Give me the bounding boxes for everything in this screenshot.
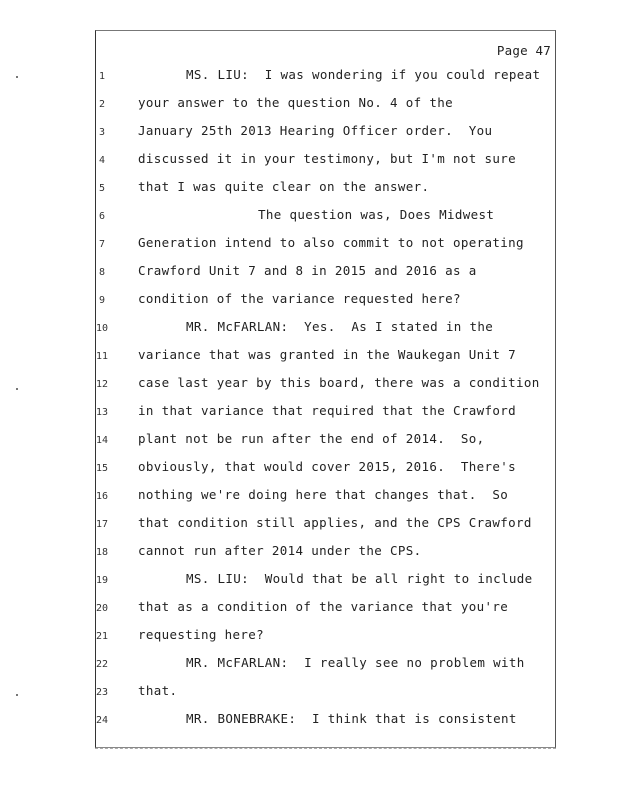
line-text: your answer to the question No. 4 of the [138,95,454,110]
bottom-rule [95,748,556,749]
line-number: 14 [95,435,109,446]
line-text: MR. BONEBRAKE: I think that is consistent [186,711,517,726]
line-number: 22 [95,659,109,670]
transcript-line [96,263,557,283]
line-number: 11 [95,351,109,362]
transcript-line [96,291,557,311]
transcript-line [96,151,557,171]
transcript-line [96,487,557,507]
line-number: 20 [95,603,109,614]
line-number: 3 [98,127,106,138]
line-number: 7 [98,239,106,250]
line-text: MR. McFARLAN: Yes. As I stated in the [186,319,494,334]
line-text: plant not be run after the end of 2014. So, [138,431,485,446]
line-text: case last year by this board, there was a condition [138,375,540,390]
transcript-line [96,683,557,703]
transcript-line [96,571,557,591]
transcript-line [96,123,557,143]
transcript-line [96,655,557,675]
transcript-line [96,95,557,115]
transcript-line [96,67,557,87]
line-text: January 25th 2013 Hearing Officer order. You [138,123,493,138]
line-text: in that variance that required that the Crawford [138,403,517,418]
transcript-line [96,179,557,199]
line-number: 8 [98,267,106,278]
line-text: MS. LIU: Would that be all right to include [186,571,533,586]
transcript-line [96,207,557,227]
line-number: 10 [95,323,109,334]
line-number: 6 [98,211,106,222]
transcript-line [96,319,557,339]
line-number: 1 [98,71,106,82]
transcript-line [96,543,557,563]
line-number: 16 [95,491,109,502]
line-text: that. [138,683,178,698]
line-text: nothing we're doing here that changes that. So [138,487,509,502]
transcript-line [96,515,557,535]
transcript-line [96,459,557,479]
line-text: MR. McFARLAN: I really see no problem with [186,655,525,670]
page-number: Page 47 [496,43,551,58]
scan-speck [16,388,18,390]
line-number: 15 [95,463,109,474]
line-number: 18 [95,547,109,558]
line-number: 13 [95,407,109,418]
line-number: 2 [98,99,106,110]
line-text: cannot run after 2014 under the CPS. [138,543,422,558]
line-number: 24 [95,715,109,726]
line-number: 17 [95,519,109,530]
line-number: 12 [95,379,109,390]
transcript-line [96,403,557,423]
line-text: condition of the variance requested here? [138,291,461,306]
line-text: discussed it in your testimony, but I'm not sure [138,151,517,166]
line-text: obviously, that would cover 2015, 2016. There's [138,459,517,474]
transcript-line [96,235,557,255]
line-number: 23 [95,687,109,698]
scan-speck [16,76,18,78]
line-text: MS. LIU: I was wondering if you could repeat [186,67,541,82]
line-text: variance that was granted in the Waukegan Unit 7 [138,347,517,362]
line-number: 4 [98,155,106,166]
line-number: 19 [95,575,109,586]
line-text: that as a condition of the variance that you're [138,599,509,614]
line-text: requesting here? [138,627,265,642]
transcript-line [96,599,557,619]
line-text: that I was quite clear on the answer. [138,179,430,194]
line-number: 5 [98,183,106,194]
line-text: Generation intend to also commit to not operating [138,235,524,250]
scan-speck [16,694,18,696]
transcript-page [95,30,556,748]
line-text: Crawford Unit 7 and 8 in 2015 and 2016 as a [138,263,477,278]
line-text: that condition still applies, and the CPS Crawford [138,515,532,530]
line-number: 21 [95,631,109,642]
line-text: The question was, Does Midwest [258,207,495,222]
transcript-line [96,431,557,451]
transcript-line [96,711,557,731]
transcript-line [96,627,557,647]
transcript-line [96,375,557,395]
line-number: 9 [98,295,106,306]
transcript-line [96,347,557,367]
